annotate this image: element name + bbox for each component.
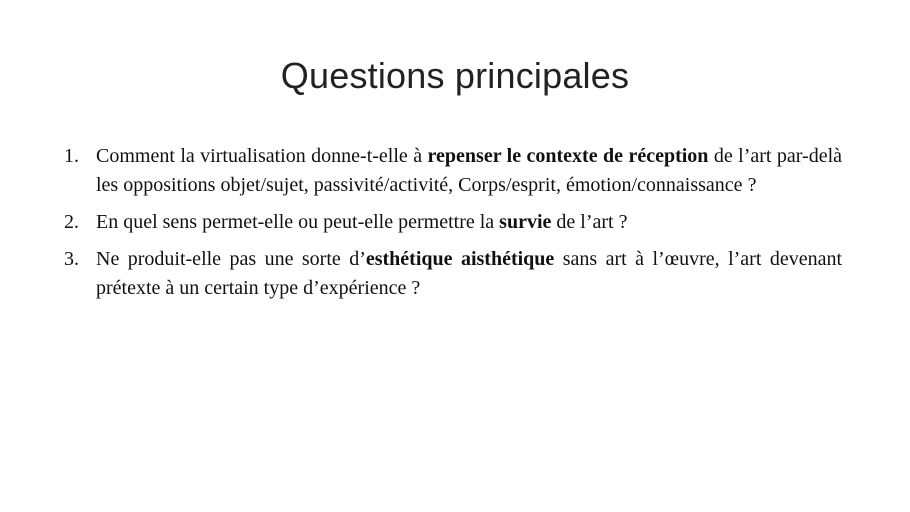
question-item-2 (64, 208, 842, 237)
question-item-3 (64, 245, 842, 303)
question-text (96, 208, 842, 237)
question-text (96, 245, 842, 303)
question-text-part: de l’art par-delà les oppositions objet/sujet, passivité/activité, Corps/esprit, émotion/connaissance ? (96, 145, 843, 196)
question-item-1 (64, 142, 842, 200)
questions-list (64, 142, 842, 311)
question-emphasis: repenser le contexte de réception (427, 145, 709, 167)
question-text (96, 142, 842, 200)
slide-title: Questions principales (280, 55, 630, 96)
question-text-part: de l’art ? (551, 211, 628, 233)
question-text-part: Ne produit-elle pas une sorte d’ (96, 248, 366, 270)
question-text-part: Comment la virtualisation donne-t-elle à (96, 145, 428, 167)
question-text-part: En quel sens permet-elle ou peut-elle permettre la (96, 211, 500, 233)
question-number: 2. (64, 211, 79, 233)
question-number: 3. (64, 248, 79, 270)
question-emphasis: survie (499, 211, 552, 233)
question-emphasis: esthétique aisthétique (365, 248, 555, 270)
question-text-part: sans art à l’œuvre, l’art devenant prétexte à un certain type d’expérience ? (96, 248, 843, 299)
question-number: 1. (64, 145, 79, 167)
